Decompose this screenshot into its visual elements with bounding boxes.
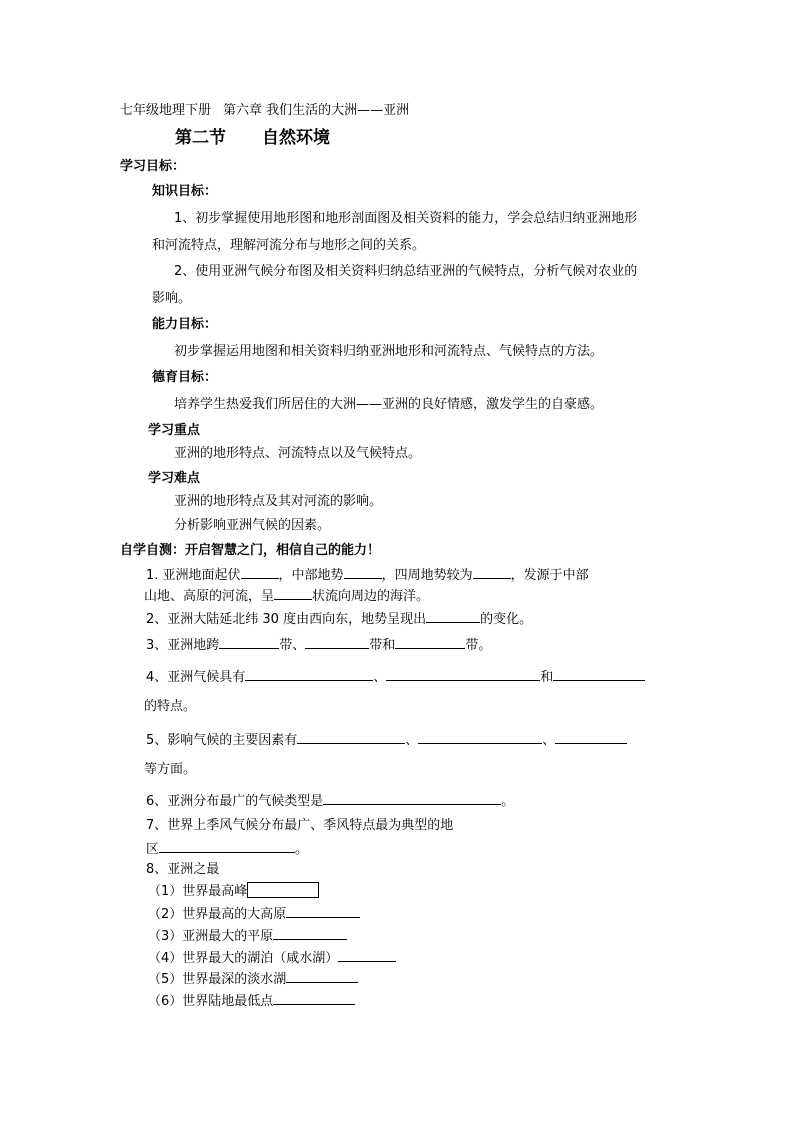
question-7-line-2: 区 。 xyxy=(146,842,309,857)
answer-blank[interactable] xyxy=(395,636,465,649)
question-3: 3、亚洲地跨 带、 带和 带。 xyxy=(146,638,492,653)
question-2: 2、亚洲大陆延北纬 30 度由西向东，地势呈现出 的变化。 xyxy=(146,612,533,627)
book-name: 七年级地理下册 xyxy=(120,103,212,118)
answer-blank[interactable] xyxy=(386,668,540,681)
difficult-points-text-2: 分析影响亚洲气候的因素。 xyxy=(174,518,331,533)
question-8-item-5: （5）世界最深的淡水湖 xyxy=(148,970,358,988)
answer-blank[interactable] xyxy=(344,566,382,579)
answer-blank[interactable] xyxy=(219,636,279,649)
answer-blank[interactable] xyxy=(241,566,279,579)
question-8-heading: 8、亚洲之最 xyxy=(146,862,220,877)
question-5-line-1: 5、影响气候的主要因素有 、 、 xyxy=(146,731,627,749)
moral-heading: 德育目标： xyxy=(152,370,218,385)
answer-blank[interactable] xyxy=(286,970,358,983)
moral-text: 培养学生热爱我们所居住的大洲——亚洲的良好情感，激发学生的自豪感。 xyxy=(174,397,604,412)
answer-blank[interactable] xyxy=(159,840,295,853)
objectives-heading: 学习目标： xyxy=(120,159,186,174)
question-4-line-1: 4、亚洲气候具有 、 和 xyxy=(146,668,645,686)
answer-blank[interactable] xyxy=(473,566,511,579)
answer-blank[interactable] xyxy=(273,992,355,1005)
difficult-points-heading: 学习难点 xyxy=(148,471,201,486)
ability-heading: 能力目标： xyxy=(152,317,218,332)
question-8-item-2: （2）世界最高的大高原 xyxy=(148,905,360,923)
difficult-points-text-1: 亚洲的地形特点及其对河流的影响。 xyxy=(174,494,383,509)
answer-blank[interactable] xyxy=(286,905,360,918)
answer-blank[interactable] xyxy=(553,668,645,681)
answer-blank[interactable] xyxy=(274,587,312,600)
answer-blank[interactable] xyxy=(338,949,396,962)
book-header xyxy=(120,103,409,119)
answer-blank[interactable] xyxy=(323,792,501,805)
answer-blank[interactable] xyxy=(273,927,347,940)
question-8-item-4: （4）世界最大的湖泊（咸水湖） xyxy=(148,949,396,967)
answer-blank[interactable] xyxy=(555,731,627,744)
question-8-item-1: （1）世界最高峰 xyxy=(148,882,319,900)
answer-blank[interactable] xyxy=(245,668,373,681)
answer-blank[interactable] xyxy=(418,731,542,744)
answer-blank[interactable] xyxy=(305,636,369,649)
knowledge-item-2-line-1: 2、使用亚洲气候分布图及相关资料归纳总结亚洲的气候特点，分析气候对农业的 xyxy=(174,264,638,279)
selftest-heading: 自学自测：开启智慧之门，相信自己的能力！ xyxy=(120,543,381,558)
chapter-name: 第六章 我们生活的大洲——亚洲 xyxy=(223,103,410,118)
answer-blank[interactable] xyxy=(297,731,405,744)
answer-box[interactable] xyxy=(247,882,319,898)
section-number: 第二节 xyxy=(175,128,226,148)
question-7-line-1: 7、世界上季风气候分布最广、季风特点最为典型的地 xyxy=(146,818,454,833)
question-8-item-6: （6）世界陆地最低点 xyxy=(148,992,355,1010)
knowledge-item-1-line-1: 1、初步掌握使用地形图和地形剖面图及相关资料的能力，学会总结归纳亚洲地形 xyxy=(174,211,638,226)
question-6: 6、亚洲分布最广的气候类型是 。 xyxy=(146,794,515,809)
page-title xyxy=(175,128,330,148)
key-points-text: 亚洲的地形特点、河流特点以及气候特点。 xyxy=(174,446,422,461)
answer-blank[interactable] xyxy=(426,610,480,623)
question-4-line-2: 的特点。 xyxy=(144,699,197,714)
knowledge-item-2-line-2: 影响。 xyxy=(152,291,192,306)
question-5-line-2: 等方面。 xyxy=(144,762,197,777)
section-name: 自然环境 xyxy=(262,128,330,148)
question-8-item-3: （3）亚洲最大的平原 xyxy=(148,927,347,945)
knowledge-item-1-line-2: 和河流特点，理解河流分布与地形之间的关系。 xyxy=(152,238,426,253)
key-points-heading: 学习重点 xyxy=(148,423,201,438)
ability-text: 初步掌握运用地图和相关资料归纳亚洲地形和河流特点、气候特点的方法。 xyxy=(174,344,604,359)
question-1-line-2: 山地、高原的河流，呈 状流向周边的海洋。 xyxy=(144,589,430,604)
question-1-line-1: 1. 亚洲地面起伏 ，中部地势 ，四周地势较为 ，发源于中部 xyxy=(146,568,589,583)
knowledge-heading: 知识目标： xyxy=(152,184,218,199)
